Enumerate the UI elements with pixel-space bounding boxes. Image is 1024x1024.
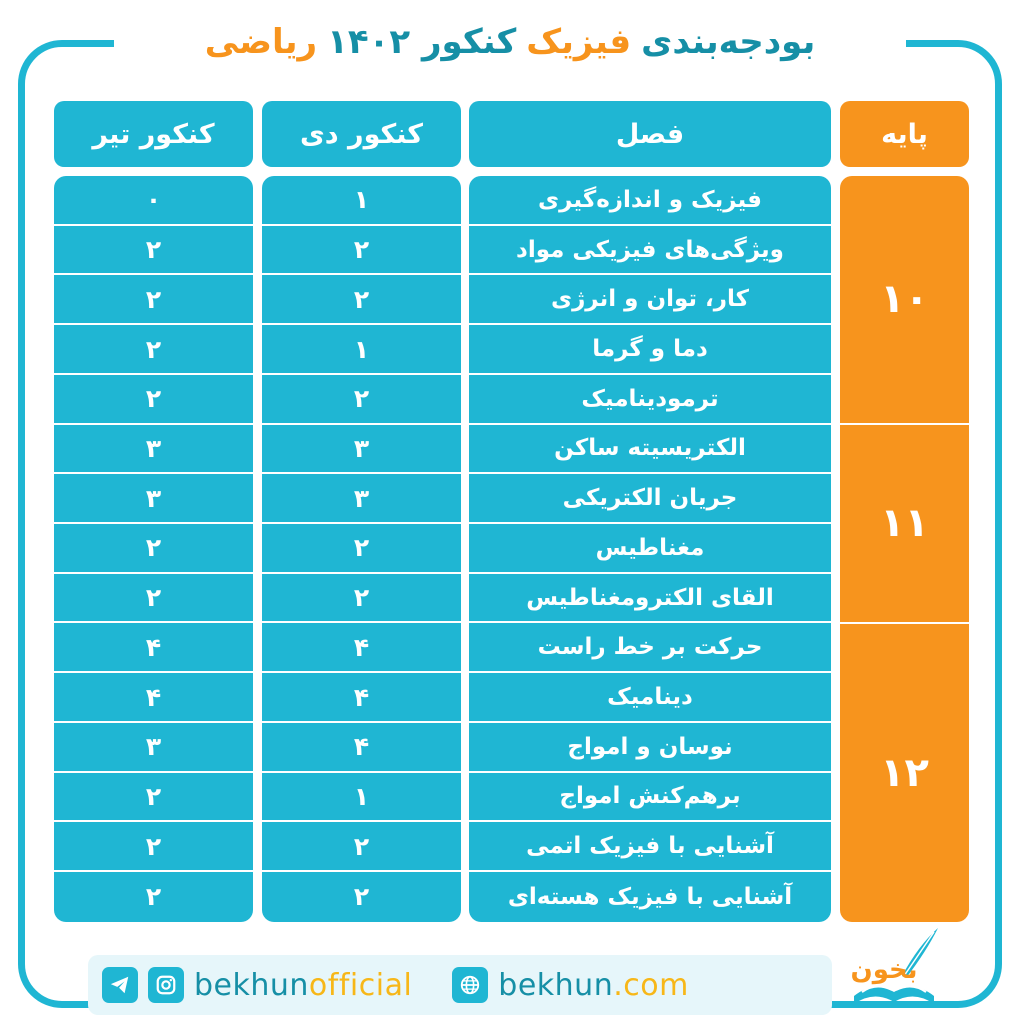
site-main: bekhun xyxy=(498,967,614,1003)
handle-accent: official xyxy=(308,967,413,1003)
chapter-cell: کار، توان و انرژی xyxy=(469,275,831,325)
tir-cell: ۲ xyxy=(54,822,253,872)
base-cell: ۱۲ xyxy=(880,749,929,796)
tir-cell: ۲ xyxy=(54,524,253,574)
base-cell: ۱۱ xyxy=(840,425,969,624)
header-dey: کنکور دی xyxy=(262,101,461,167)
tir-cell: ۴ xyxy=(54,673,253,723)
dey-cell: ۲ xyxy=(353,882,370,912)
dey-cell: ۱ xyxy=(262,325,461,375)
chapter-cell: نوسان و امواج xyxy=(469,723,831,773)
tir-column xyxy=(54,176,253,922)
tir-cell: ۲ xyxy=(54,773,253,823)
dey-cell: ۲ xyxy=(262,275,461,325)
dey-cell: ۱ xyxy=(262,176,461,226)
chapter-cell: دما و گرما xyxy=(469,325,831,375)
chapter-cell: برهم‌کنش امواج xyxy=(469,773,831,823)
page-title xyxy=(114,18,906,66)
site-accent: .com xyxy=(613,967,689,1003)
chapter-cell: الکتریسیته ساکن xyxy=(469,425,831,475)
tir-cell: ۲ xyxy=(54,375,253,425)
dey-cell: ۲ xyxy=(262,524,461,574)
telegram-icon[interactable] xyxy=(102,967,138,1003)
tir-cell: ۰ xyxy=(54,176,253,226)
tir-cell: ۴ xyxy=(54,623,253,673)
dey-cell: ۳ xyxy=(262,425,461,475)
dey-cell: ۴ xyxy=(262,623,461,673)
dey-cell: ۳ xyxy=(262,474,461,524)
chapter-cell: القای الکترومغناطیس xyxy=(469,574,831,624)
globe-icon[interactable] xyxy=(452,967,488,1003)
chapter-cell: ویژگی‌های فیزیکی مواد xyxy=(469,226,831,276)
base-column xyxy=(840,176,969,922)
dey-cell: ۱ xyxy=(262,773,461,823)
title-part-math: ریاضی xyxy=(204,22,318,62)
social-handle[interactable] xyxy=(194,968,412,1003)
tir-cell: ۲ xyxy=(54,275,253,325)
handle-main: bekhun xyxy=(194,967,309,1003)
website-link[interactable] xyxy=(498,968,689,1003)
dey-cell: ۲ xyxy=(262,822,461,872)
instagram-icon[interactable] xyxy=(148,967,184,1003)
tir-cell: ۳ xyxy=(54,474,253,524)
chapter-cell: مغناطیس xyxy=(469,524,831,574)
brand-logo xyxy=(844,918,944,1014)
chapter-cell: فیزیک و اندازه‌گیری xyxy=(469,176,831,226)
dey-cell: ۲ xyxy=(262,226,461,276)
chapter-cell: آشنایی با فیزیک هسته‌ای xyxy=(507,883,793,910)
chapter-cell: حرکت بر خط راست xyxy=(469,623,831,673)
tir-cell: ۳ xyxy=(54,425,253,475)
title-part-konkur: کنکور ۱۴۰۲ xyxy=(327,22,517,62)
footer-bar xyxy=(88,955,832,1015)
tir-cell: ۲ xyxy=(54,325,253,375)
header-tir: کنکور تیر xyxy=(54,101,253,167)
tir-cell: ۲ xyxy=(54,574,253,624)
title-part-physics: فیزیک xyxy=(526,22,632,62)
chapter-column xyxy=(469,176,831,922)
dey-cell: ۲ xyxy=(262,375,461,425)
tir-cell: ۲ xyxy=(145,882,162,912)
base-cell: ۱۰ xyxy=(840,176,969,425)
tir-cell: ۳ xyxy=(54,723,253,773)
header-chapter: فصل xyxy=(469,101,831,167)
title-part-budget: بودجه‌بندی xyxy=(641,22,816,62)
header-base: پایه xyxy=(840,101,969,167)
chapter-cell: دینامیک xyxy=(469,673,831,723)
chapter-cell: جریان الکتریکی xyxy=(469,474,831,524)
tir-cell: ۲ xyxy=(54,226,253,276)
logo-text: بخون xyxy=(850,955,918,985)
dey-cell: ۴ xyxy=(262,723,461,773)
dey-column xyxy=(262,176,461,922)
dey-cell: ۲ xyxy=(262,574,461,624)
chapter-cell: آشنایی با فیزیک اتمی xyxy=(469,822,831,872)
chapter-cell: ترمودینامیک xyxy=(469,375,831,425)
dey-cell: ۴ xyxy=(262,673,461,723)
